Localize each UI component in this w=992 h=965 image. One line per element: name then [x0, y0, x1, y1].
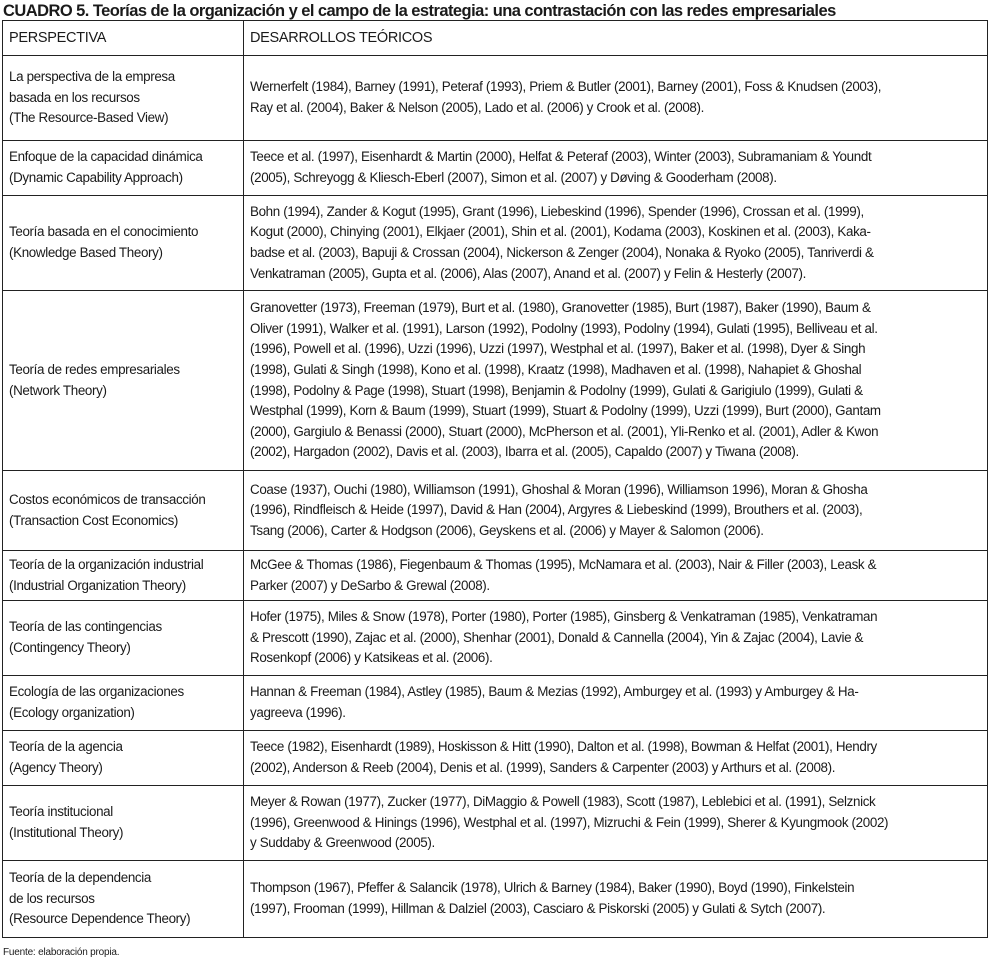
- developments-cell: [244, 861, 988, 938]
- perspective-line: Ecología de las organizaciones: [9, 684, 184, 700]
- table-row: [3, 676, 988, 731]
- reference-line: Hofer (1975), Miles & Snow (1978), Porter (1980), Porter (1985), Ginsberg & Venkatraman (1985), Venkatraman: [250, 609, 878, 625]
- developments-cell: [244, 196, 988, 291]
- table-row: [3, 601, 988, 676]
- perspective-cell: [3, 291, 244, 471]
- perspective-cell: [3, 731, 244, 786]
- developments-cell: [244, 141, 988, 196]
- perspective-cell: [3, 786, 244, 861]
- perspective-cell: [3, 141, 244, 196]
- perspective-cell: [3, 196, 244, 291]
- reference-line: (1997), Frooman (1999), Hillman & Dalziel (2003), Casciaro & Piskorski (2005) y Gulati & Sytch (2007).: [250, 901, 826, 916]
- table-row: [3, 551, 988, 601]
- developments-cell: [244, 786, 988, 861]
- header-desarrollos: DESARROLLOS TEÓRICOS: [244, 21, 988, 56]
- reference-line: (2002), Hargadon (2002), Davis et al. (2003), Ibarra et al. (2005), Capaldo (2007) y Tiwana (2008).: [250, 444, 799, 460]
- developments-cell: [244, 56, 988, 141]
- reference-line: Ray et al. (2004), Baker & Nelson (2005), Lado et al. (2006) y Crook et al. (2008).: [250, 100, 705, 115]
- perspective-line: Teoría de la agencia: [9, 739, 123, 755]
- reference-line: Rosenkopf (2006) y Katsikeas et al. (2006).: [250, 650, 493, 666]
- reference-line: Bohn (1994), Zander & Kogut (1995), Grant (1996), Liebeskind (1996), Spender (1996), Crossan et al. (1999),: [250, 203, 864, 219]
- reference-line: Teece et al. (1997), Eisenhardt & Martin (2000), Helfat & Peteraf (2003), Winter (2003), Subramaniam & Youndt: [250, 149, 872, 165]
- reference-line: & Prescott (1990), Zajac et al. (2000), Shenhar (2001), Donald & Cannella (2004), Yin & Zajac (2004), Lavie &: [250, 629, 864, 645]
- theories-table: [2, 20, 988, 938]
- table-row: [3, 786, 988, 861]
- perspective-line: Teoría de las contingencias: [9, 619, 162, 635]
- reference-line: y Suddaby & Greenwood (2005).: [250, 835, 435, 851]
- perspective-line: (Knowledge Based Theory): [9, 245, 163, 260]
- header-perspectiva: PERSPECTIVA: [3, 21, 244, 56]
- perspective-line: La perspectiva de la empresa: [9, 69, 175, 85]
- reference-line: (1998), Podolny & Page (1998), Stuart (1998), Benjamin & Podolny (1999), Gulati & Garigiulo (1999), Gulati &: [250, 382, 863, 398]
- reference-line: (2000), Gargiulo & Benassi (2000), Stuart (2000), McPherson et al. (2001), Yli-Renko et al. (2001), Adler & Kwon: [250, 423, 879, 439]
- reference-line: Kogut (2000), Chinying (2001), Elkjaer (2001), Shin et al. (2001), Kodama (2003), Koskinen et al. (2003), Kaka-: [250, 224, 871, 240]
- perspective-line: (The Resource-Based View): [9, 110, 169, 126]
- developments-cell: [244, 731, 988, 786]
- table-body: [3, 21, 988, 938]
- reference-line: Thompson (1967), Pfeffer & Salancik (1978), Ulrich & Barney (1984), Baker (1990), Boyd (1990), Finkelstein: [250, 880, 855, 896]
- reference-line: (1998), Gulati & Singh (1998), Kono et al. (1998), Kraatz (1998), Madhaven et al. (1998), Nahapiet & Ghoshal: [250, 361, 862, 377]
- reference-line: (1996), Rindfleisch & Heide (1997), David & Han (2004), Argyres & Liebeskind (1999), Brouthers et al. (2003),: [250, 502, 863, 518]
- perspective-line: (Resource Dependence Theory): [9, 911, 191, 927]
- perspective-cell: [3, 56, 244, 141]
- reference-line: (2005), Schreyogg & Kliesch-Eberl (2007), Simon et al. (2007) y Døving & Gooderham (2008).: [250, 170, 777, 185]
- reference-line: yagreeva (1996).: [250, 705, 346, 720]
- developments-cell: [244, 601, 988, 676]
- reference-line: Venkatraman (2005), Gupta et al. (2006), Alas (2007), Anand et al. (2007) y Felin & Hesterly (2007).: [250, 265, 806, 281]
- reference-line: (1996), Powell et al. (1996), Uzzi (1996), Uzzi (1997), Westphal et al. (1997), Baker et al. (1998), Dyer & Singh: [250, 341, 866, 357]
- perspective-line: Teoría de la dependencia: [9, 870, 151, 886]
- reference-line: Parker (2007) y DeSarbo & Grewal (2008).: [250, 577, 490, 593]
- perspective-line: (Ecology organization): [9, 705, 135, 720]
- perspective-line: Teoría basada en el conocimiento: [9, 224, 199, 240]
- perspective-line: (Transaction Cost Economics): [9, 512, 179, 528]
- table-row: [3, 471, 988, 551]
- developments-cell: [244, 676, 988, 731]
- perspective-line: (Dynamic Capability Approach): [9, 170, 183, 185]
- table-title: CUADRO 5. Teorías de la organización y el campo de la estrategia: una contrastación con las redes empresariales: [3, 2, 836, 20]
- source-note: Fuente: elaboración propia.: [3, 947, 120, 958]
- reference-line: (2002), Anderson & Reeb (2004), Denis et al. (1999), Sanders & Carpenter (2003) y Arthurs et al. (2008).: [250, 760, 836, 775]
- perspective-line: (Agency Theory): [9, 760, 103, 775]
- perspective-line: (Contingency Theory): [9, 640, 131, 655]
- reference-line: Hannan & Freeman (1984), Astley (1985), Baum & Mezias (1992), Amburgey et al. (1993) y Amburgey & Ha-: [250, 684, 859, 700]
- perspective-line: (Institutional Theory): [9, 825, 124, 840]
- perspective-line: Enfoque de la capacidad dinámica: [9, 149, 203, 165]
- table-row: [3, 141, 988, 196]
- reference-line: Oliver (1991), Walker et al. (1991), Larson (1992), Podolny (1993), Podolny (1994), Gulati (1995), Belliveau et al.: [250, 320, 878, 336]
- perspective-cell: [3, 551, 244, 601]
- table-row: [3, 731, 988, 786]
- perspective-cell: [3, 471, 244, 551]
- reference-line: Tsang (2006), Carter & Hodgson (2006), Geyskens et al. (2006) y Mayer & Salomon (2006).: [250, 522, 764, 538]
- reference-line: McGee & Thomas (1986), Fiegenbaum & Thomas (1995), McNamara et al. (2003), Nair & Filler (2003), Leask &: [250, 556, 877, 572]
- perspective-line: (Industrial Organization Theory): [9, 577, 186, 593]
- perspective-line: Costos económicos de transacción: [9, 491, 206, 507]
- perspective-line: Teoría de redes empresariales: [9, 361, 180, 377]
- developments-cell: [244, 471, 988, 551]
- table-row: [3, 56, 988, 141]
- perspective-line: Teoría de la organización industrial: [9, 556, 204, 572]
- perspective-line: de los recursos: [9, 890, 95, 906]
- table-row: [3, 291, 988, 471]
- table-header-row: [3, 21, 988, 56]
- reference-line: (1996), Greenwood & Hinings (1996), Westphal et al. (1997), Mizruchi & Fein (1999), Sherer & Kyungmook (2002): [250, 814, 889, 830]
- perspective-line: Teoría institucional: [9, 804, 113, 820]
- perspective-line: (Network Theory): [9, 382, 107, 398]
- perspective-line: basada en los recursos: [9, 89, 140, 105]
- reference-line: Wernerfelt (1984), Barney (1991), Peteraf (1993), Priem & Butler (2001), Barney (2001), Foss & Knudsen (2003),: [250, 79, 882, 95]
- reference-line: Coase (1937), Ouchi (1980), Williamson (1991), Ghoshal & Moran (1996), Williamson 1996), Moran & Ghosha: [250, 481, 868, 497]
- table-row: [3, 196, 988, 291]
- table-row: [3, 861, 988, 938]
- reference-line: Teece (1982), Eisenhardt (1989), Hoskisson & Hitt (1990), Dalton et al. (1998), Bowman & Helfat (2001), Hendry: [250, 739, 877, 755]
- perspective-cell: [3, 676, 244, 731]
- reference-line: badse et al. (2003), Bapuji & Crossan (2004), Nickerson & Zenger (2004), Nonaka & Ryoko (2005), Tanriverdi &: [250, 245, 874, 260]
- perspective-cell: [3, 861, 244, 938]
- perspective-cell: [3, 601, 244, 676]
- reference-line: Meyer & Rowan (1977), Zucker (1977), DiMaggio & Powell (1983), Scott (1987), Leblebici et al. (1991), Selznick: [250, 794, 876, 810]
- reference-line: Granovetter (1973), Freeman (1979), Burt et al. (1980), Granovetter (1985), Burt (1987), Baker (1990), Baum &: [250, 300, 871, 316]
- developments-cell: [244, 551, 988, 601]
- reference-line: Westphal (1999), Korn & Baum (1999), Stuart (1999), Stuart & Podolny (1999), Uzzi (1999), Burt (2000), Gantam: [250, 403, 881, 419]
- developments-cell: [244, 291, 988, 471]
